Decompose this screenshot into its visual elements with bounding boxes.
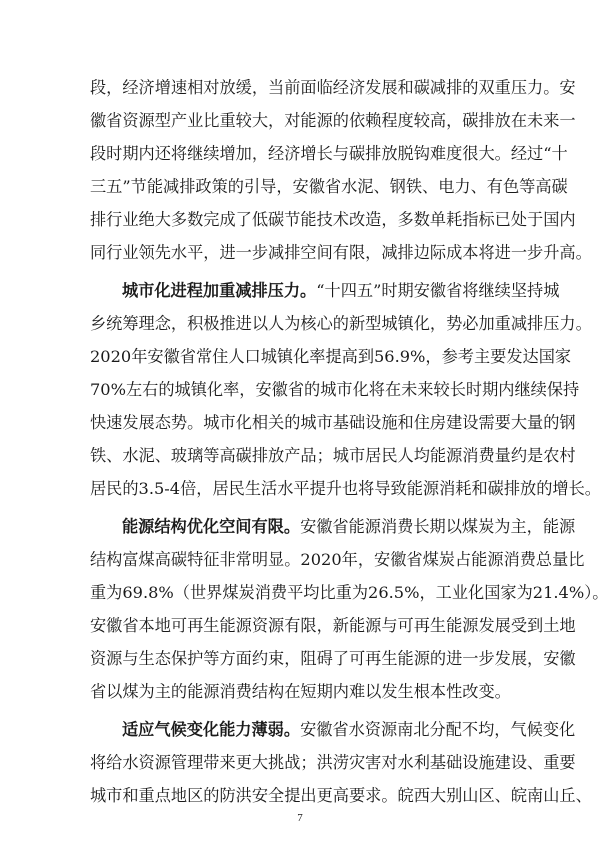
body-line: 段时期内还将继续增加，经济增长与碳排放脱钩难度很大。经过“十 — [90, 144, 568, 163]
paragraph-heading: 城市化进程加重减排压力。 — [122, 281, 317, 300]
paragraph-first-line — [122, 281, 560, 301]
body-line: 快速发展态势。城市化相关的城市基础设施和住房建设需要大量的钢 — [90, 413, 576, 432]
body-line: 重为69.8%（世界煤炭消费平均比重为26.5%，工业化国家为21.4%）。 — [90, 583, 608, 602]
body-line: 同行业领先水平，进一步减排空间有限，减排边际成本将进一步升高。 — [90, 243, 592, 262]
body-line: 城市和重点地区的防洪安全提出更高要求。皖西大别山区、皖南山丘、 — [90, 786, 592, 805]
page-number: 7 — [297, 812, 303, 824]
body-text: “十四五”时期安徽省将继续坚持城 — [316, 281, 560, 300]
body-line: 2020年安徽省常住人口城镇化率提高到56.9%，参考主要发达国家 — [90, 347, 572, 366]
body-line: 铁、水泥、玻璃等高碳排放产品；城市居民人均能源消费量约是农村 — [90, 446, 576, 465]
body-line: 将给水资源管理带来更大挑战；洪涝灾害对水利基础设施建设、重要 — [90, 753, 576, 772]
body-line: 安徽省本地可再生能源资源有限，新能源与可再生能源发展受到土地 — [90, 616, 576, 635]
paragraph-first-line — [122, 517, 576, 537]
paragraph-heading: 适应气候变化能力薄弱。 — [122, 720, 301, 739]
paragraph-heading: 能源结构优化空间有限。 — [122, 517, 301, 536]
body-text: 安徽省能源消费长期以煤炭为主，能源 — [300, 517, 576, 536]
body-line: 排行业绝大多数完成了低碳节能技术改造，多数单耗指标已处于国内 — [90, 210, 576, 229]
body-text: 安徽省水资源南北分配不均，气候变化 — [300, 720, 576, 739]
body-line: 乡统筹理念，积极推进以人为核心的新型城镇化，势必加重减排压力。 — [90, 314, 592, 333]
paragraph-first-line — [122, 720, 576, 740]
body-line: 徽省资源型产业比重较大，对能源的依赖程度较高，碳排放在未来一 — [90, 111, 576, 130]
body-line: 段，经济增速相对放缓，当前面临经济发展和碳减排的双重压力。安 — [90, 78, 576, 97]
body-line: 结构富煤高碳特征非常明显。2020年，安徽省煤炭占能源消费总量比 — [90, 550, 585, 569]
body-line: 资源与生态保护等方面约束，阻碍了可再生能源的进一步发展，安徽 — [90, 649, 576, 668]
body-line: 70%左右的城镇化率，安徽省的城市化将在未来较长时期内继续保持 — [90, 380, 580, 399]
body-line: 居民的3.5-4倍，居民生活水平提升也将导致能源消耗和碳排放的增长。 — [90, 479, 601, 498]
body-line: 三五”节能减排政策的引导，安徽省水泥、钢铁、电力、有色等高碳 — [90, 177, 568, 196]
body-line: 省以煤为主的能源消费结构在短期内难以发生根本性改变。 — [90, 682, 511, 701]
